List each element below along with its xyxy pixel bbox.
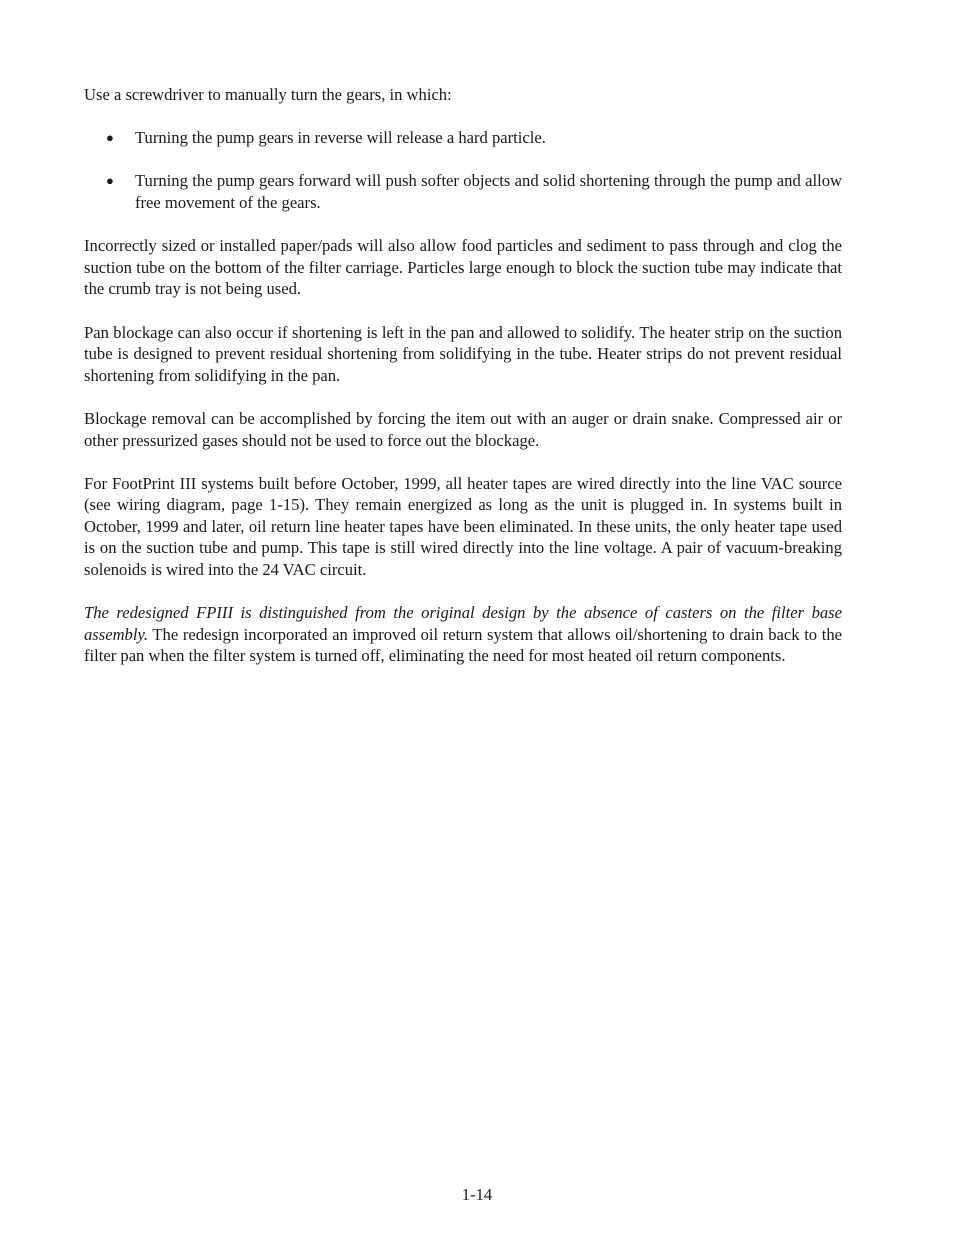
paragraph-pan-blockage: Pan blockage can also occur if shortening is left in the pan and allowed to solidify. The heater strip on the suction tube is designed to prevent residual shortening from solidifying in the tube. Heater strips do not prevent residual shortening from solidifying in the pan. <box>84 322 842 385</box>
redesign-italic-text: The redesigned FPIII is distinguished from the original design by the absence of casters on the filter base assembly. <box>84 603 842 644</box>
bullet-list <box>84 127 842 213</box>
page-number: 1-14 <box>461 1185 493 1204</box>
paragraph-redesign <box>84 602 842 667</box>
bullet-icon: ● <box>106 173 114 189</box>
paragraph-heater-tapes: For FootPrint III systems built before October, 1999, all heater tapes are wired directly into the line VAC source (see wiring diagram, page 1-15). They remain energized as long as the unit is plugged in. In systems built in October, 1999 and later, oil return line heater tapes have been eliminated. In these units, the only heater tape used is on the suction tube and pump. This tape is still wired directly into the line voltage. A pair of vacuum-breaking solenoids is wired into the 24 VAC circuit. <box>84 473 842 580</box>
paragraph-blockage-removal: Blockage removal can be accomplished by forcing the item out with an auger or drain snake. Compressed air or other pressurized gases should not be used to force out the blockage. <box>84 408 842 450</box>
paragraph-paper-pads: Incorrectly sized or installed paper/pads will also allow food particles and sediment to pass through and clog the suction tube on the bottom of the filter carriage. Particles large enough to block the suction tube may indicate that the crumb tray is not being used. <box>84 236 842 299</box>
redesign-text: The redesign incorporated an improved oil return system that allows oil/shortening to drain back to the filter pan when the filter system is turned off, eliminating the need for most heated oil return components. <box>84 624 842 666</box>
bullet-text: Turning the pump gears in reverse will release a hard particle. <box>135 128 546 148</box>
document-page <box>84 84 842 689</box>
bullet-item <box>84 170 842 213</box>
bullet-icon: ● <box>106 130 114 146</box>
bullet-text: Turning the pump gears forward will push softer objects and solid shortening through the pump and allow free movement of the gears. <box>135 171 842 212</box>
bullet-item <box>84 127 842 149</box>
intro-text: Use a screwdriver to manually turn the gears, in which: <box>84 85 452 104</box>
